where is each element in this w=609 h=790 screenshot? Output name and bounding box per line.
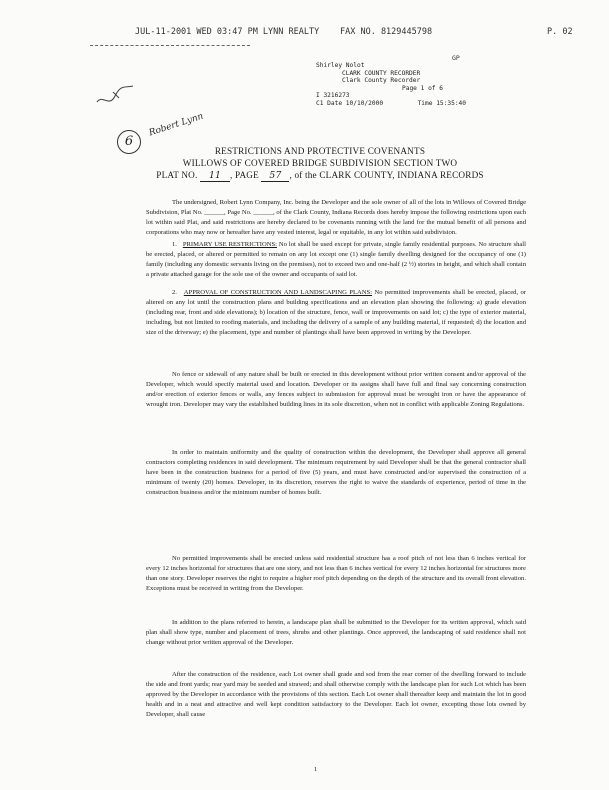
landscape-paragraph (146, 618, 526, 648)
after-construction-paragraph (146, 670, 526, 720)
header-divider (90, 45, 250, 46)
title-line-1: RESTRICTIONS AND PROTECTIVE COVENANTS (214, 146, 426, 156)
section-2-heading: APPROVAL OF CONSTRUCTION AND LANDSCAPING PLANS: (183, 289, 373, 296)
page-number-handwritten: 57 (261, 170, 289, 182)
section-1-number: 1. (172, 241, 177, 248)
uniformity-paragraph (146, 448, 526, 498)
fax-date-line: JUL-11-2001 WED 03:47 PM LYNN REALTY (135, 27, 320, 37)
recorder-office: Clark County Recorder (342, 77, 421, 85)
plat-number-handwritten: 11 (200, 170, 230, 182)
handwritten-scribble (95, 82, 135, 110)
roof-pitch-text: No permitted improvements shall be erected unless said residential structure has a roof pitch of not less than 6 inches vertical for every 12 inches horizontal for structures that are one story, and not less than 6 inches vertical for every 12 inches horizontal for structures more than one story. Developer reserves the right to require a higher roof pitch depending on the depth of the structure and its overall front elevation. Exceptions must be received in writing from the Developer. (146, 555, 526, 592)
section-1-paragraph (146, 240, 526, 280)
title-line-3 (120, 170, 520, 182)
title-line-2: WILLOWS OF COVERED BRIDGE SUBDIVISION SECTION TWO (182, 158, 458, 168)
stamp-time: Time 15:35:40 (417, 99, 466, 107)
page-label: , PAGE (230, 170, 259, 180)
uniformity-text: In order to maintain uniformity and the quality of construction within the development, the Developer shall approve all general contractors completing residences in said development. The minimum requirement by said Developer shall be that the general contractor shall have been in the construction business for a period of five (5) years, and must have constructed and/or supervised the construction of a minimum of twenty (20) homes. Developer, in its discretion, reserves the right to waive the standards of experience, period of time in the construction business and/or the minimum number of homes built. (146, 449, 526, 496)
intro-paragraph (146, 198, 526, 238)
section-2-text: No permitted improvements shall be erected, placed, or altered on any lot until the construction plans and building specifications and an elevation plan showing the following: a) grade elevation (including rear, front and side elevations); b) location of the structure, fence, wall or improvements on said lot; c) the type of exterior material, including, but not limited to roofing materials, and including the delivery of a sample of any building material, if requested; d) the location and size of the driveway; e) the placement, type and number of plantings shall have been approved in writing by the Developer. (146, 289, 526, 336)
recorder-name: Shirley Nolot (316, 62, 365, 69)
section-2 (146, 288, 526, 338)
records-label: , of the CLARK COUNTY, INDIANA RECORDS (289, 170, 484, 180)
handwritten-name: Robert Lynn (147, 111, 205, 139)
section-1-heading: PRIMARY USE RESTRICTIONS: (182, 241, 277, 248)
recorder-stamp (316, 62, 466, 108)
intro-text: The undersigned, Robert Lynn Company, Inc. being the Developer and the sole owner of all of the lots in Willows of Covered Bridge Subdivision, Plat No. ______, Page No. ______, of the Clark County, Indiana Records does hereby impose the following restrictions upon each lot within said Plat, and said restrictions are hereby declared to be covenants running with the land for the mutual benefit of all persons and corporations who may now or hereafter have any vested interest, legal or equitable, in any lot within said subdivision. (146, 199, 526, 236)
stamp-code: GP (452, 54, 460, 62)
section-1-text: No lot shall be used except for private, single family residential purposes. No structure shall be erected, placed, or altered or permitted to remain on any lot except one (1) single family dwelling designed for the occupancy of one (1) family (including any domestic servants living on the premises), not to exceed two and one-half (2 ½) stories in height, and which shall contain a private attached garage for the sole use of the owner and occupants of said lot. (146, 241, 526, 278)
instrument-number: I 3216273 (316, 92, 350, 100)
recorder-title: CLARK COUNTY RECORDER (342, 69, 421, 77)
section-1 (146, 240, 526, 280)
fax-page: P. 02 (547, 27, 573, 37)
roof-pitch-paragraph (146, 554, 526, 594)
fax-number: FAX NO. 8129445798 (340, 27, 433, 37)
landscape-text: In addition to the plans referred to herein, a landscape plan shall be submitted to the Developer for its written approval, which said plan shall show type, number and placement of trees, shrubs and other plantings. Once approved, the landscaping of said residence shall not change without prior written approval of the Developer. (146, 619, 526, 646)
fence-paragraph (146, 370, 526, 410)
fence-text: No fence or sidewall of any nature shall be built or erected in this development without prior written consent and/or approval of the Developer, which would specify material used and location. Developer or its assigns shall have full and final say concerning construction and/or erection of exterior fences or walls, any fences subject to submission for approval must be wrought iron or have the appearance of wrought iron. Developer may vary the established building lines in its sole discretion, when not in conflict with applicable Zoning Regulations. (146, 371, 526, 408)
section-2-number: 2. (172, 289, 177, 296)
page-number: 1 (314, 766, 318, 773)
section-2-paragraph (146, 288, 526, 338)
after-construction-text: After the construction of the residence, each Lot owner shall grade and sod from the rear corner of the dwelling forward to include the side and front yards; rear yard may be seeded and strawed; and shall otherwise comply with the landscape plan for such Lot which has been approved by the Developer in accordance with the provisions of this section. Each Lot owner shall thereafter keep and maintain the lot in good health and in a neat and attractive and well kept condition satisfactory to the Developer. Each lot owner, excepting those lots owned by Developer, shall cause (146, 671, 526, 718)
stamp-page-info: Page 1 of 6 (402, 84, 443, 92)
plat-label: PLAT NO. (156, 170, 198, 180)
circled-number: 6 (117, 130, 141, 154)
stamp-date: C1 Date 10/10/2000 (316, 99, 384, 107)
